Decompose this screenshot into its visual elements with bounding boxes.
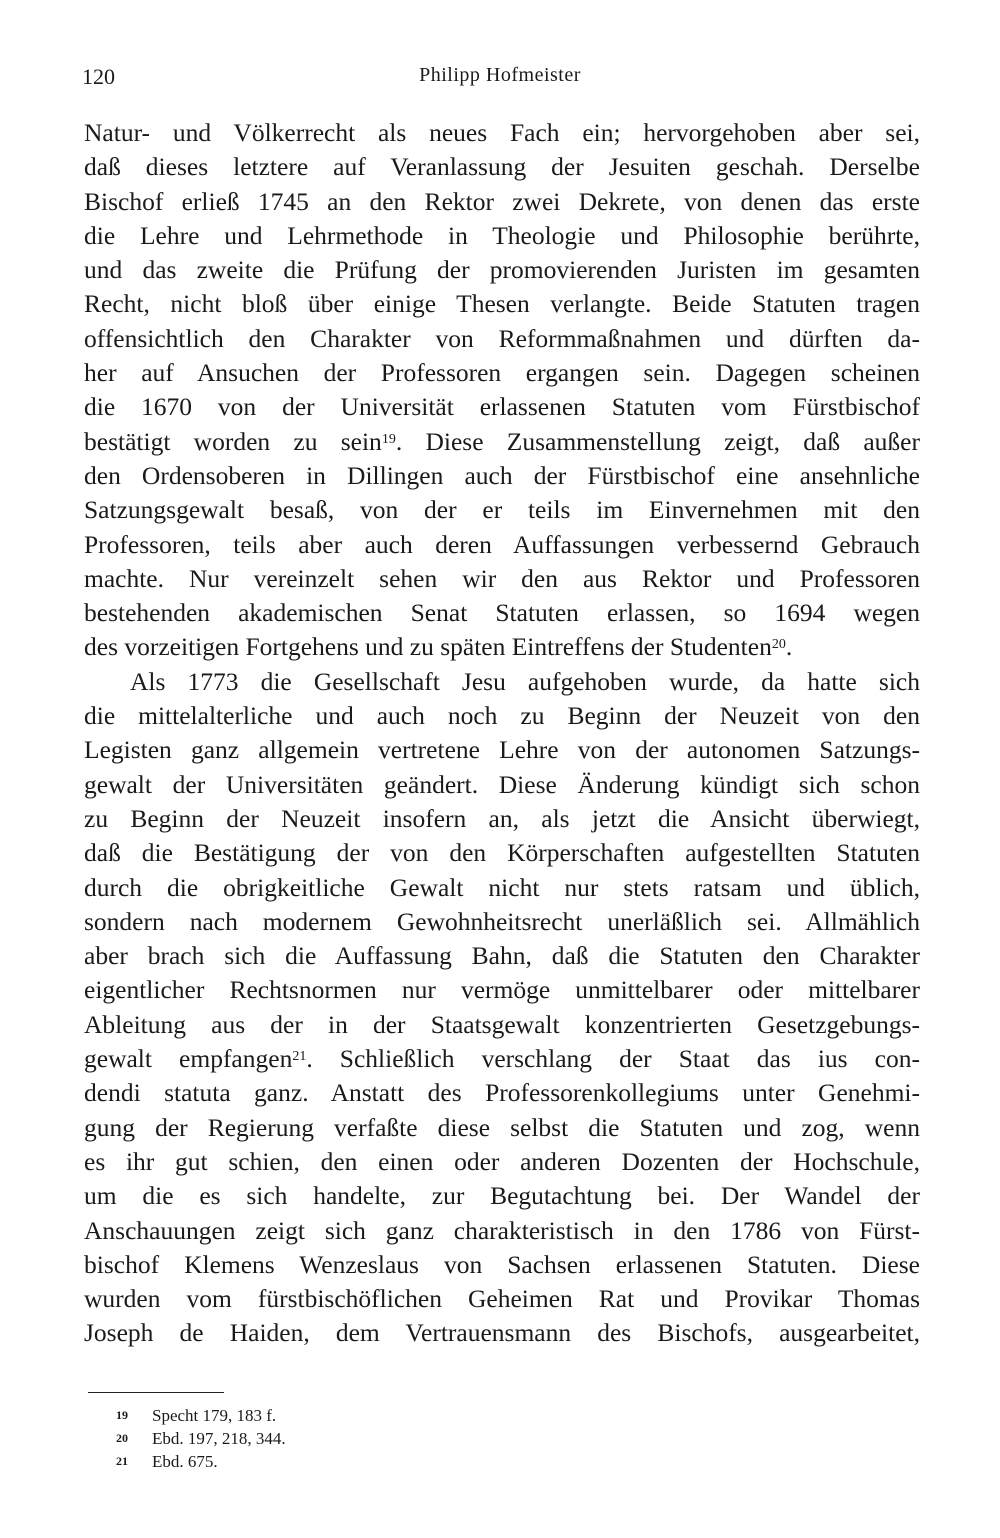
text-line-with-footnote — [84, 1042, 920, 1076]
text-line: Professoren, teils aber auch deren Auffassungen verbessernd Gebrauch — [84, 529, 920, 559]
text-line: es ihr gut schien, den einen oder anderen Dozenten der Hochschule, — [84, 1146, 920, 1176]
text-line: Legisten ganz allgemein vertretene Lehre von der autonomen Satzungs- — [84, 735, 920, 765]
text-line: und das zweite die Prüfung der promovierenden Juristen im gesamten — [84, 255, 920, 285]
paragraph-1 — [84, 116, 920, 665]
text-segment: gewalt empfangen — [84, 1044, 293, 1074]
footnote-divider — [88, 1392, 224, 1393]
text-line: bischof Klemens Wenzeslaus von Sachsen erlassenen Statuten. Diese — [84, 1249, 920, 1279]
running-title: Philipp Hofmeister — [419, 64, 581, 86]
text-line: gewalt der Universitäten geändert. Diese Änderung kündigt sich schon — [84, 769, 920, 799]
text-line: aber brach sich die Auffassung Bahn, daß die Statuten den Charakter — [84, 941, 920, 971]
text-line: gung der Regierung verfaßte diese selbst die Statuten und zog, wenn — [84, 1112, 920, 1142]
text-line-with-footnote — [84, 425, 920, 459]
footnote-19 — [116, 1404, 816, 1427]
text-line: dendi statuta ganz. Anstatt des Professorenkollegiums unter Genehmi- — [84, 1078, 920, 1108]
text-line-with-footnote — [84, 630, 920, 664]
text-line: Anschauungen zeigt sich ganz charakteristisch in den 1786 von Fürst- — [84, 1215, 920, 1245]
footnote-20 — [116, 1427, 816, 1450]
text-line: sondern nach modernem Gewohnheitsrecht unerläßlich sei. Allmählich — [84, 906, 920, 936]
text-line: die Lehre und Lehrmethode in Theologie und Philosophie berührte, — [84, 220, 920, 250]
text-line: durch die obrigkeitliche Gewalt nicht nur stets ratsam und üblich, — [84, 872, 920, 902]
text-line: bestehenden akademischen Senat Statuten erlassen, so 1694 wegen — [84, 598, 920, 628]
text-segment: . Diese Zusammenstellung zeigt, daß außer — [395, 426, 920, 456]
text-line: offensichtlich den Charakter von Reformmaßnahmen und dürften da- — [84, 323, 920, 353]
text-line: Als 1773 die Gesellschaft Jesu aufgehoben wurde, da hatte sich — [130, 666, 920, 696]
text-segment: bestätigt worden zu sein — [84, 426, 382, 456]
text-line: Ableitung aus der in der Staatsgewalt konzentrierten Gesetzgebungs- — [84, 1009, 920, 1039]
body-text — [84, 116, 920, 1351]
paragraph-2 — [84, 665, 920, 1351]
text-line: die mittelalterliche und auch noch zu Beginn der Neuzeit von den — [84, 701, 920, 731]
footnote-text: Ebd. 197, 218, 344. — [152, 1429, 286, 1448]
footnote-21 — [116, 1450, 816, 1473]
text-line: wurden vom fürstbischöflichen Geheimen Rat und Provikar Thomas — [84, 1284, 920, 1314]
text-line: her auf Ansuchen der Professoren ergangen sein. Dagegen scheinen — [84, 358, 920, 388]
text-segment: . Schließlich verschlang der Staat das ius con- — [306, 1044, 920, 1074]
text-line: daß dieses letztere auf Veranlassung der Jesuiten geschah. Derselbe — [84, 152, 920, 182]
footnote-ref-19: 19 — [381, 431, 396, 447]
text-line: um die es sich handelte, zur Begutachtung bei. Der Wandel der — [84, 1181, 920, 1211]
text-segment: des vorzeitigen Fortgehens und zu späten Eintreffens der Studenten — [84, 632, 772, 662]
text-line: machte. Nur vereinzelt sehen wir den aus Rektor und Professoren — [84, 563, 920, 593]
footnote-text: Ebd. 675. — [152, 1452, 218, 1471]
footnote-text: Specht 179, 183 f. — [152, 1406, 277, 1425]
footnote-number: 21 — [116, 1454, 128, 1468]
footnote-number: 20 — [116, 1431, 128, 1445]
text-line: Natur- und Völkerrecht als neues Fach ein; hervorgehoben aber sei, — [84, 118, 920, 147]
page-header — [0, 64, 1000, 94]
text-line: eigentlicher Rechtsnormen nur vermöge unmittelbarer oder mittelbarer — [84, 975, 920, 1005]
text-line: Joseph de Haiden, dem Vertrauensmann des Bischofs, ausgearbeitet, — [84, 1318, 920, 1348]
footnote-ref-20: 20 — [771, 637, 786, 653]
text-line: Recht, nicht bloß über einige Thesen verlangte. Beide Statuten tragen — [84, 289, 920, 319]
footnote-ref-21: 21 — [292, 1049, 307, 1065]
page-number: 120 — [82, 64, 115, 89]
text-segment: . — [785, 632, 793, 662]
text-line: den Ordensoberen in Dillingen auch der Fürstbischof eine ansehnliche — [84, 460, 920, 490]
footnotes — [116, 1404, 816, 1473]
footnote-number: 19 — [116, 1408, 128, 1422]
text-line: die 1670 von der Universität erlassenen Statuten vom Fürstbischof — [84, 392, 920, 422]
text-line: daß die Bestätigung der von den Körperschaften aufgestellten Statuten — [84, 838, 920, 868]
text-line: Satzungsgewalt besaß, von der er teils im Einvernehmen mit den — [84, 495, 920, 525]
text-line: zu Beginn der Neuzeit insofern an, als jetzt die Ansicht überwiegt, — [84, 803, 920, 833]
text-line: Bischof erließ 1745 an den Rektor zwei Dekrete, von denen das erste — [84, 186, 920, 216]
